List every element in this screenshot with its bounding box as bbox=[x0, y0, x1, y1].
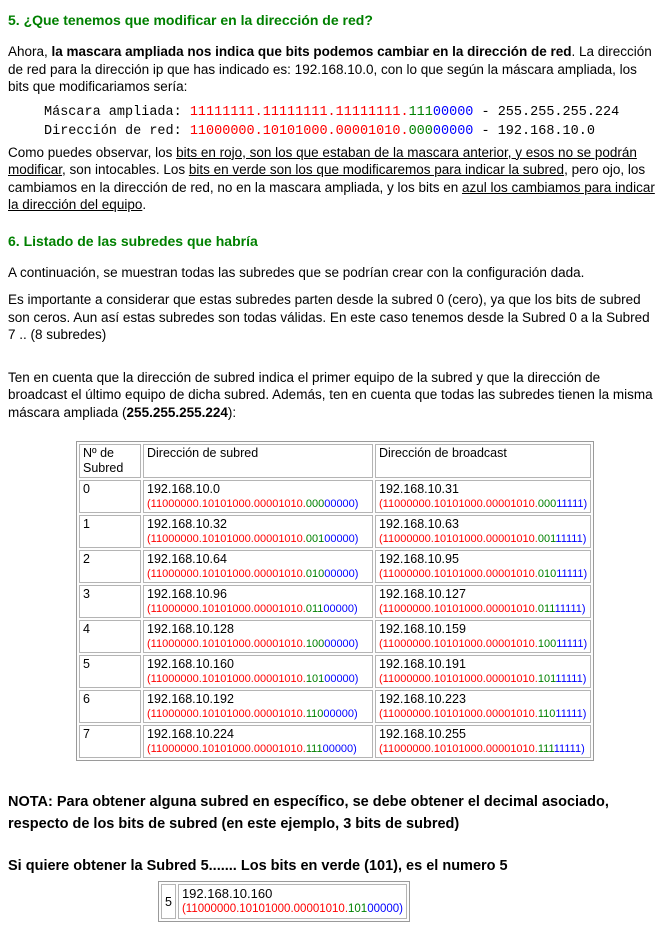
ip-address: 192.168.10.63 bbox=[379, 517, 459, 531]
mask-code-block bbox=[44, 103, 654, 141]
host-bits-blue: 00000) bbox=[324, 638, 359, 650]
subnet-bits-green: 010 bbox=[305, 568, 325, 580]
broadcast-address-cell bbox=[375, 480, 591, 513]
subnet-bits-green: 011 bbox=[305, 603, 324, 615]
subnet-table-row bbox=[79, 480, 591, 513]
binary-string bbox=[147, 497, 369, 511]
subnet-address-cell bbox=[143, 725, 373, 758]
binary-string bbox=[147, 742, 369, 756]
binary-string bbox=[379, 532, 587, 546]
broadcast-address-cell bbox=[375, 550, 591, 583]
subnet-table-header-row bbox=[79, 444, 591, 478]
ip-address: 192.168.10.128 bbox=[147, 622, 234, 636]
text-segment: , son intocables. Los bbox=[62, 162, 189, 177]
header-subnet-number: Nº de Subred bbox=[79, 444, 141, 478]
broadcast-address-cell bbox=[375, 725, 591, 758]
subnet-bits-green: 001 bbox=[305, 533, 325, 545]
bits-explanation-paragraph bbox=[8, 144, 658, 214]
broadcast-address-cell bbox=[375, 585, 591, 618]
subnet-bits-green: 000 bbox=[537, 498, 557, 510]
text-segment: Ten en cuenta que la dirección de subred indica el primer equipo de la subred y que la dirección de broadcast el último equipo de dicha subred. Además, ten en cuenta que todas las subredes tienen la misma máscara ampliada ( bbox=[8, 369, 653, 420]
subnet-table-row bbox=[79, 725, 591, 758]
subnet-address-cell bbox=[143, 550, 373, 583]
subnet-table-row bbox=[79, 585, 591, 618]
subnet-bits-green: 000 bbox=[408, 123, 433, 139]
broadcast-address-cell bbox=[375, 620, 591, 653]
binary-string bbox=[147, 672, 369, 686]
subred5-instruction: Si quiere obtener la Subred 5....... Los bits en verde (101), es el numero 5 bbox=[8, 858, 508, 874]
code-line bbox=[44, 122, 654, 141]
text-segment: , pero ojo, los cambiamos en la dirección de red, no en la mascara ampliada, y los bits en bbox=[8, 162, 646, 195]
text-segment: ): bbox=[227, 404, 237, 420]
mask-bits-red: 11111111.11111111.11111111. bbox=[189, 104, 409, 120]
ip-address: 192.168.10.96 bbox=[147, 587, 227, 601]
network-bits-red: (11000000.10101000.00001010. bbox=[379, 498, 538, 510]
section5-heading: 5. ¿Que tenemos que modificar en la dirección de red? bbox=[8, 12, 373, 28]
binary-string bbox=[147, 567, 369, 581]
ip-address: 192.168.10.95 bbox=[379, 552, 459, 566]
host-bits-blue: 11111) bbox=[556, 638, 588, 650]
section6-heading: 6. Listado de las subredes que habría bbox=[8, 232, 258, 249]
code-label: Dirección de red: bbox=[44, 123, 190, 139]
mask-bits-red: 11000000.10101000.00001010. bbox=[189, 123, 409, 139]
subnet-bits-green: 111 bbox=[305, 743, 323, 755]
subnet-address-cell bbox=[143, 620, 373, 653]
ip-address: 192.168.10.160 bbox=[147, 657, 234, 671]
subred5-address-cell bbox=[178, 884, 407, 919]
subnet-number-cell: 3 bbox=[79, 585, 141, 618]
subnet-address-cell bbox=[143, 480, 373, 513]
text-segment: bits en rojo, son los que estaban de la mascara anterior, y esos no se podrán modificar bbox=[8, 144, 637, 177]
ip-address: 192.168.10.224 bbox=[147, 727, 234, 741]
host-bits-blue: 11111) bbox=[556, 498, 588, 510]
network-bits-red: (11000000.10101000.00001010. bbox=[147, 638, 306, 650]
ip-address: 192.168.10.191 bbox=[379, 657, 466, 671]
host-bits-blue: 00000) bbox=[367, 903, 404, 915]
subnet-bits-green: 100 bbox=[537, 638, 557, 650]
binary-string bbox=[147, 532, 369, 546]
network-bits-red: (11000000.10101000.00001010. bbox=[379, 673, 538, 685]
subred5-table bbox=[158, 881, 410, 922]
network-bits-red: (11000000.10101000.00001010. bbox=[147, 743, 306, 755]
network-bits-red: (11000000.10101000.00001010. bbox=[379, 533, 538, 545]
host-bits-blue: 11111) bbox=[554, 603, 586, 615]
text-segment: Como puedes observar, los bbox=[8, 144, 177, 160]
subnet-table-row bbox=[79, 690, 591, 723]
text-segment: bits en verde son los que modificaremos para indicar la subred bbox=[188, 162, 565, 177]
ip-address: 192.168.10.64 bbox=[147, 552, 227, 566]
host-bits-blue: 00000) bbox=[324, 673, 359, 685]
subnet-number-cell: 1 bbox=[79, 515, 141, 548]
code-label: Máscara ampliada: bbox=[44, 104, 190, 120]
ip-address: 192.168.10.31 bbox=[379, 482, 459, 496]
subnet-number-cell: 4 bbox=[79, 620, 141, 653]
binary-string bbox=[379, 602, 587, 616]
section5-intro-paragraph bbox=[8, 43, 654, 96]
host-bits-blue: 00000) bbox=[324, 568, 359, 580]
subnet-table-row bbox=[79, 515, 591, 548]
subnet-address-cell bbox=[143, 655, 373, 688]
subnet-address-cell bbox=[143, 515, 373, 548]
subnet-address-cell bbox=[143, 585, 373, 618]
code-line bbox=[44, 103, 654, 122]
header-subnet-address: Dirección de subred bbox=[143, 444, 373, 478]
ip-address: 192.168.10.0 bbox=[147, 482, 220, 496]
text-segment: la mascara ampliada nos indica que bits podemos cambiar en la dirección de red bbox=[51, 44, 572, 59]
text-segment: azul los cambiamos para indicar la dirección del equipo bbox=[8, 179, 655, 212]
binary-string bbox=[379, 742, 587, 756]
network-bits-red: (11000000.10101000.00001010. bbox=[181, 903, 349, 915]
section6-paragraph-2: Es importante a considerar que estas subredes parten desde la subred 0 (cero), ya que los bits de subred son ceros. Aun así estas subredes son todas válidas. En este caso tenemos desde la Subred 0 a la Subred 7 .. (8 subredes) bbox=[8, 292, 650, 342]
ip-address: 192.168.10.192 bbox=[147, 692, 234, 706]
subnet-number-cell: 2 bbox=[79, 550, 141, 583]
broadcast-address-cell bbox=[375, 515, 591, 548]
text-segment: 255.255.255.224 bbox=[126, 404, 228, 420]
network-bits-red: (11000000.10101000.00001010. bbox=[379, 743, 538, 755]
ip-address: 192.168.10.32 bbox=[147, 517, 227, 531]
host-bits-blue: 11111) bbox=[556, 568, 588, 580]
subnet-bits-green: 101 bbox=[348, 903, 368, 915]
header-broadcast-address: Dirección de broadcast bbox=[375, 444, 591, 478]
host-bits-blue: 00000 bbox=[432, 123, 474, 139]
subnet-bits-green: 100 bbox=[305, 638, 325, 650]
ip-address: 192.168.10.255 bbox=[379, 727, 466, 741]
host-bits-blue: 00000) bbox=[322, 743, 357, 755]
binary-string bbox=[147, 637, 369, 651]
subnet-bits-green: 111 bbox=[537, 743, 554, 755]
subnet-bits-green: 001 bbox=[537, 533, 556, 545]
host-bits-blue: 11111) bbox=[555, 708, 587, 720]
broadcast-address-cell bbox=[375, 690, 591, 723]
ip-address: 192.168.10.127 bbox=[379, 587, 466, 601]
subnet-bits-green: 011 bbox=[537, 603, 555, 615]
subnet-bits-green: 111 bbox=[408, 104, 433, 120]
decimal-value: - 192.168.10.0 bbox=[473, 123, 595, 139]
subnet-bits-green: 110 bbox=[305, 708, 324, 720]
binary-string bbox=[182, 902, 403, 917]
network-bits-red: (11000000.10101000.00001010. bbox=[379, 568, 538, 580]
network-bits-red: (11000000.10101000.00001010. bbox=[147, 498, 306, 510]
network-bits-red: (11000000.10101000.00001010. bbox=[379, 638, 538, 650]
network-bits-red: (11000000.10101000.00001010. bbox=[147, 708, 306, 720]
section6-paragraph-3 bbox=[8, 369, 658, 422]
host-bits-blue: 00000) bbox=[324, 498, 359, 510]
nota-paragraph: NOTA: Para obtener alguna subred en específico, se debe obtener el decimal asociado, respecto de los bits de subred (en este ejemplo, 3 bits de subred) bbox=[8, 794, 609, 832]
subnet-bits-green: 101 bbox=[305, 673, 325, 685]
subnet-table-row bbox=[79, 550, 591, 583]
broadcast-address-cell bbox=[375, 655, 591, 688]
ip-address: 192.168.10.159 bbox=[379, 622, 466, 636]
subnet-number-cell: 7 bbox=[79, 725, 141, 758]
subnet-bits-green: 110 bbox=[537, 708, 556, 720]
binary-string bbox=[379, 497, 587, 511]
binary-string bbox=[379, 672, 587, 686]
host-bits-blue: 00000) bbox=[323, 708, 358, 720]
subnet-table bbox=[76, 441, 594, 761]
host-bits-blue: 11111) bbox=[555, 533, 587, 545]
subnet-bits-green: 010 bbox=[537, 568, 557, 580]
subred5-number-cell: 5 bbox=[161, 884, 176, 919]
subnet-bits-green: 000 bbox=[305, 498, 325, 510]
host-bits-blue: 00000) bbox=[324, 533, 359, 545]
host-bits-blue: 11111) bbox=[553, 743, 585, 755]
subnet-address-cell bbox=[143, 690, 373, 723]
subnet-bits-green: 101 bbox=[537, 673, 556, 685]
text-segment: . bbox=[142, 197, 147, 212]
binary-string bbox=[379, 707, 587, 721]
network-bits-red: (11000000.10101000.00001010. bbox=[379, 603, 538, 615]
subnet-number-cell: 6 bbox=[79, 690, 141, 723]
binary-string bbox=[147, 707, 369, 721]
binary-string bbox=[379, 567, 587, 581]
binary-string bbox=[379, 637, 587, 651]
host-bits-blue: 00000) bbox=[323, 603, 358, 615]
subnet-number-cell: 0 bbox=[79, 480, 141, 513]
subred5-row bbox=[161, 884, 407, 919]
subnet-table-row bbox=[79, 655, 591, 688]
subnet-table-row bbox=[79, 620, 591, 653]
network-bits-red: (11000000.10101000.00001010. bbox=[379, 708, 538, 720]
subnet-number-cell: 5 bbox=[79, 655, 141, 688]
network-bits-red: (11000000.10101000.00001010. bbox=[147, 673, 306, 685]
network-bits-red: (11000000.10101000.00001010. bbox=[147, 568, 306, 580]
text-segment: . La dirección de red para la dirección ip que has indicado es: 192.168.10.0, con lo que según la máscara ampliada, los bits que modificariamos sería: bbox=[8, 44, 652, 94]
ip-address: 192.168.10.160 bbox=[181, 886, 273, 901]
decimal-value: - 255.255.255.224 bbox=[473, 104, 620, 120]
section6-paragraph-1: A continuación, se muestran todas las subredes que se podrían crear con la configuración dada. bbox=[8, 264, 585, 280]
binary-string bbox=[147, 602, 369, 616]
network-bits-red: (11000000.10101000.00001010. bbox=[147, 533, 306, 545]
ip-address: 192.168.10.223 bbox=[379, 692, 466, 706]
host-bits-blue: 11111) bbox=[555, 673, 587, 685]
host-bits-blue: 00000 bbox=[432, 104, 474, 120]
network-bits-red: (11000000.10101000.00001010. bbox=[147, 603, 306, 615]
text-segment: Ahora, bbox=[8, 44, 52, 59]
